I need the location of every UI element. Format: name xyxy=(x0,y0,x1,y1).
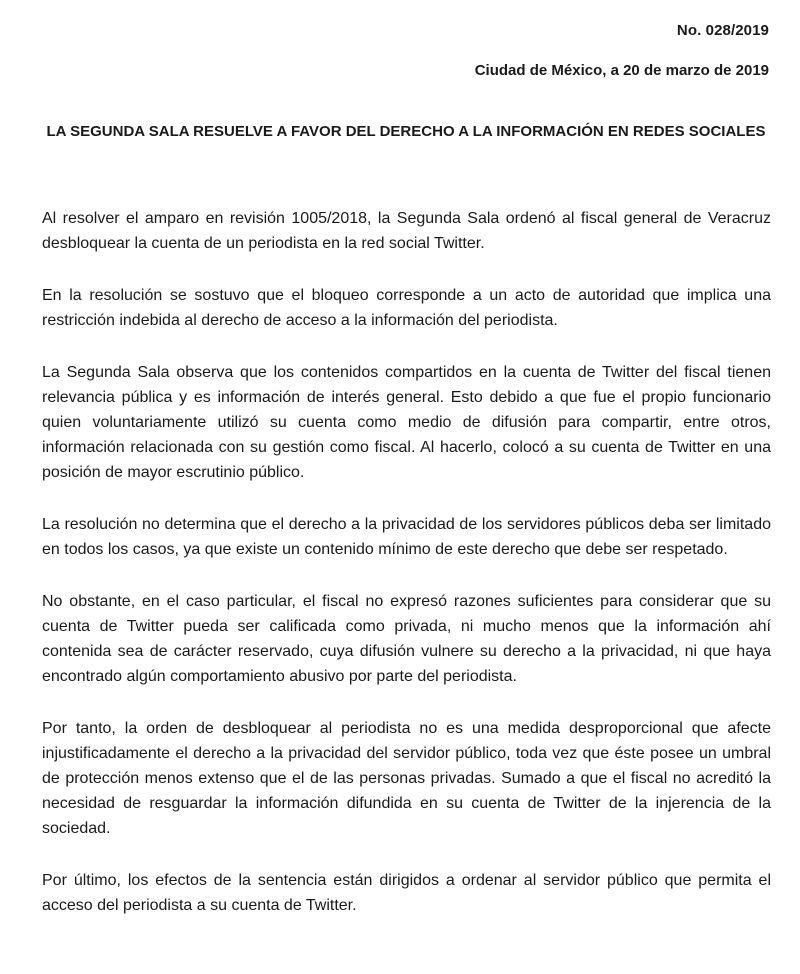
document-date: Ciudad de México, a 20 de marzo de 2019 xyxy=(474,62,769,79)
paragraph-5: No obstante, en el caso particular, el fiscal no expresó razones suficientes para considerar que su cuenta de Twitter pueda ser calificada como privada, ni mucho menos que la información ahí contenida sea de carácter reservado, cuya difusión vulnere su derecho a la privacidad, ni que haya encontrado algún comportamiento abusivo por parte del periodista. xyxy=(42,593,771,685)
paragraph-2: En la resolución se sostuvo que el bloqueo corresponde a un acto de autoridad que implica una restricción indebida al derecho de acceso a la información del periodista. xyxy=(42,287,771,329)
document-number: No. 028/2019 xyxy=(676,22,769,39)
paragraph-7: Por último, los efectos de la sentencia están dirigidos a ordenar al servidor público que permita el acceso del periodista a su cuenta de Twitter. xyxy=(42,872,771,914)
paragraph-6: Por tanto, la orden de desbloquear al periodista no es una medida desproporcional que afecte injustificadamente el derecho a la privacidad del servidor público, toda vez que éste posee un umbral de protección menos extenso que el de las personas privadas. Sumado a que el fiscal no acreditó la necesidad de resguardar la información difundida en su cuenta de Twitter de la injerencia de la sociedad. xyxy=(42,720,771,837)
paragraph-4: La resolución no determina que el derecho a la privacidad de los servidores públicos deba ser limitado en todos los casos, ya que existe un contenido mínimo de este derecho que debe ser respetado. xyxy=(42,516,771,558)
document-body xyxy=(42,206,771,945)
paragraph-3: La Segunda Sala observa que los contenidos compartidos en la cuenta de Twitter del fiscal tienen relevancia pública y es información de interés general. Esto debido a que fue el propio funcionario quien voluntariamente utilizó su cuenta como medio de difusión para compartir, entre otros, información relacionada con su gestión como fiscal. Al hacerlo, colocó a su cuenta de Twitter en una posición de mayor escrutinio público. xyxy=(42,364,771,481)
paragraph-1: Al resolver el amparo en revisión 1005/2018, la Segunda Sala ordenó al fiscal general de Veracruz desbloquear la cuenta de un periodista en la red social Twitter. xyxy=(42,210,771,252)
document-title: LA SEGUNDA SALA RESUELVE A FAVOR DEL DERECHO A LA INFORMACIÓN EN REDES SOCIALES xyxy=(46,123,766,140)
